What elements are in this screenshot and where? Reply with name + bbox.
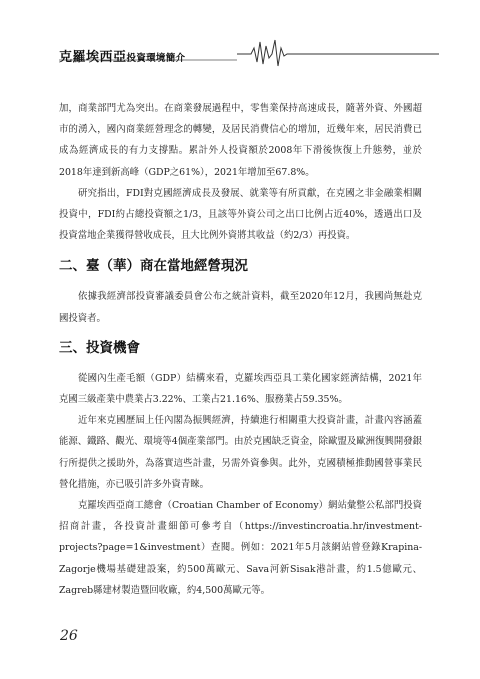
header-title [59, 46, 185, 65]
header-title-sub: 投資環境簡介 [126, 53, 186, 64]
heartbeat-line-icon [237, 40, 439, 66]
section-heading-taiwan-business: 二、臺（華）商在當地經營現況 [59, 258, 248, 275]
paragraph-investment-plans: 近年來克國歷屆上任內閣為振興經濟，持續進行相關重大投資計畫，計畫內容涵蓋能源、鐵路、觀光、環境等4個產業部門。由於克國缺乏資金，除歐盟及歐洲復興開發銀行所提供之援助外，為落實這些計畫，另需外資參與。此外，克國積極推動國營事業民營化措施，亦已吸引許多外資青睞。 [59, 415, 422, 490]
paragraph-commerce: 加，商業部門尤為突出。在商業發展過程中，零售業保持高速成長，隨著外資、外國超市的湧入，國內商業經營理念的轉變，及居民消費信心的增加，近幾年來，居民消費已成為經濟成長的有力支撐點。累計外人投資額於2008年下滑後恢復上升態勢，並於2018年達到新高峰（GDP之61%），2021年增加至67.8%。 [59, 103, 422, 178]
paragraph-chamber-projects: 克羅埃西亞商工總會（Croatian Chamber of Economy）網站彙整公私部門投資招商計畫，各投資計畫細節可參考自（https://investincroatia.hr/investment-projects?page=1&investment）查閱。例如：2021年5月該網站曾登錄Krapina-Zagorje機場基礎建設案，約500萬歐元、Sava河新Sisak港計畫，約1.5億歐元、Zagreb縣建材製造暨回收廠，約4,500萬歐元等。 [59, 500, 422, 596]
paragraph-fdi-research: 研究指出，FDI對克國經濟成長及發展、就業等有所貢獻，在克國之非金融業相關投資中，FDI約占總投資額之1/3，且該等外資公司之出口比例占近40%，透過出口及投資當地企業獲得營收成長，且大比例外資將其收益（約2/3）再投資。 [59, 187, 422, 242]
paragraph-taiwan-investment: 依據我經濟部投資審議委員會公布之統計資料，截至2020年12月，我國尚無赴克國投資者。 [59, 291, 422, 324]
header-title-main: 克羅埃西亞 [59, 50, 127, 65]
section-heading-investment-opportunities: 三、投資機會 [59, 339, 140, 356]
page-header [59, 34, 439, 74]
paragraph-gdp-structure: 從國內生產毛額（GDP）結構來看，克羅埃西亞具工業化國家經濟結構，2021年克國三級產業中農業占3.22%、工業占21.16%、服務業占59.35%。 [59, 372, 422, 406]
page-body [59, 98, 422, 601]
page-number: 26 [60, 628, 78, 644]
